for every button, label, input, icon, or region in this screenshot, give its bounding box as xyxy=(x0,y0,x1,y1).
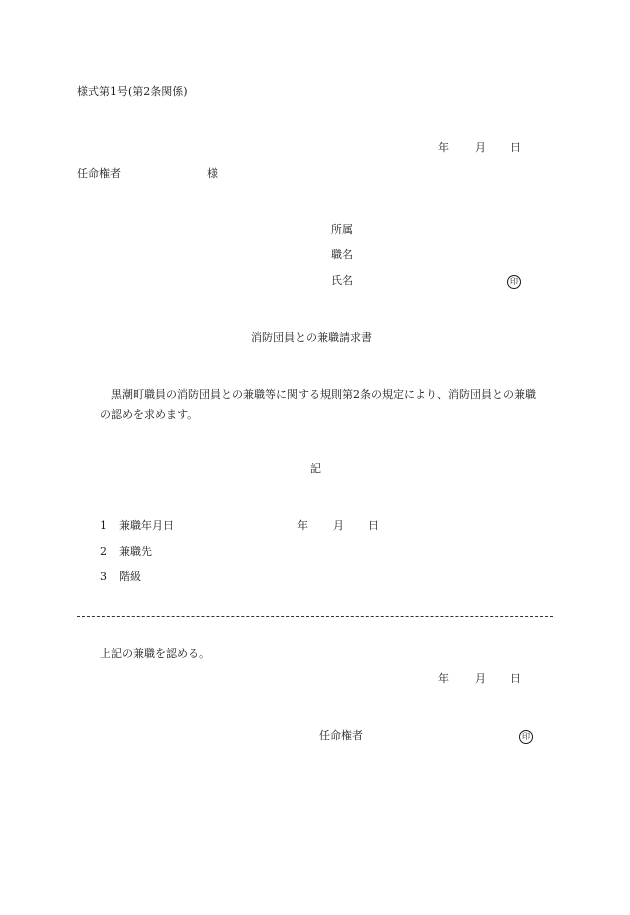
header-date-year: 年 xyxy=(438,141,449,154)
approval-date-year: 年 xyxy=(438,672,449,685)
header-date-day: 日 xyxy=(510,141,521,154)
item-label: 階級 xyxy=(119,570,141,583)
header-date-month: 月 xyxy=(475,141,486,154)
document-title: 消防団員との兼職請求書 xyxy=(251,331,372,344)
ki-marker: 記 xyxy=(310,462,321,475)
addressee-honorific: 様 xyxy=(207,167,218,180)
approval-date-month: 月 xyxy=(475,672,486,685)
approval-date-day: 日 xyxy=(510,672,521,685)
name-label: 氏名 xyxy=(331,274,353,287)
form-number: 様式第1号(第2条関係) xyxy=(77,85,188,98)
item-number: 3 xyxy=(100,570,107,583)
item-date-month: 月 xyxy=(333,519,344,532)
position-label: 職名 xyxy=(331,248,353,261)
addressee-label: 任命権者 xyxy=(77,167,121,180)
applicant-seal-icon: 印 xyxy=(507,275,521,289)
item-number: 2 xyxy=(100,545,107,558)
appointer-label: 任命権者 xyxy=(319,729,363,742)
dashed-separator xyxy=(77,616,553,617)
item-label: 兼職先 xyxy=(119,545,152,558)
item-label: 兼職年月日 xyxy=(119,519,174,532)
appointer-seal-icon: 印 xyxy=(519,730,533,744)
body-paragraph: 黒潮町職員の消防団員との兼職等に関する規則第2条の規定により、消防団員との兼職の認めを求めます。 xyxy=(100,388,536,421)
item-date-day: 日 xyxy=(368,519,379,532)
approval-text: 上記の兼職を認める。 xyxy=(100,647,210,660)
item-number: 1 xyxy=(100,519,107,532)
item-date-year: 年 xyxy=(297,519,308,532)
affiliation-label: 所属 xyxy=(331,223,353,236)
